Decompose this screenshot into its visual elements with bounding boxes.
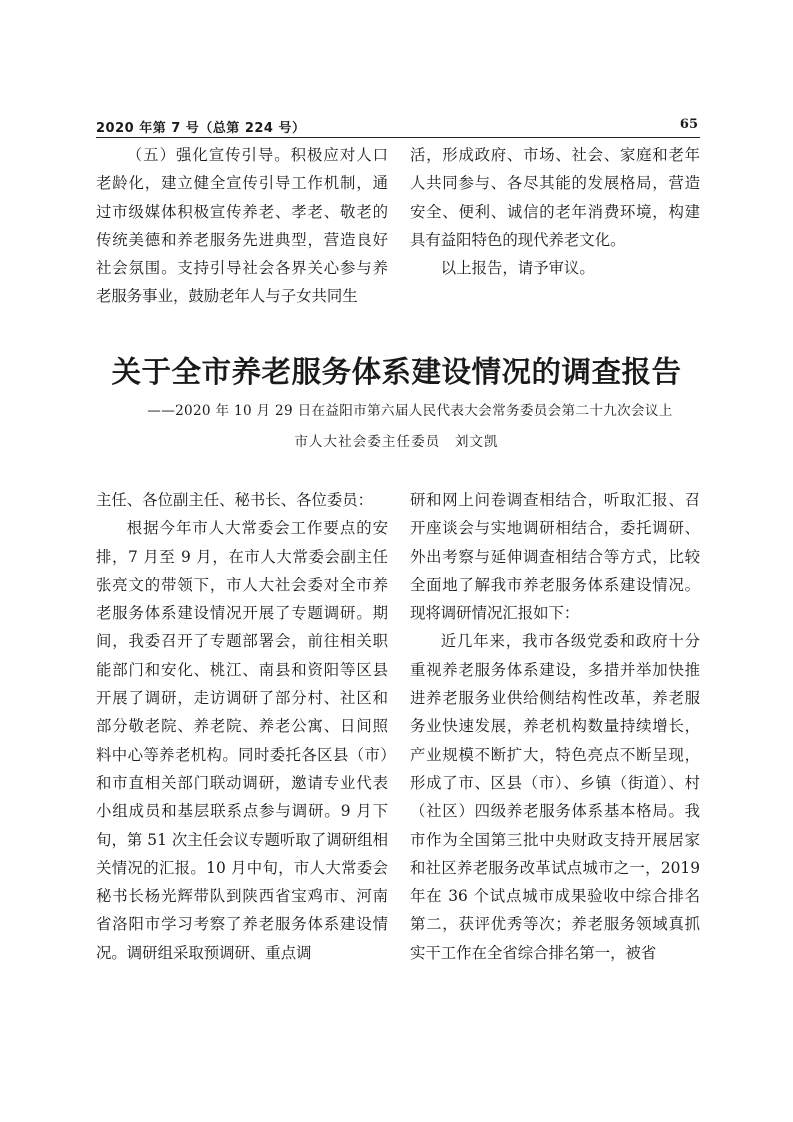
top-left-column (96, 141, 388, 311)
salutation: 主任、各位副主任、秘书长、各位委员： (96, 491, 374, 509)
paragraph: （五）强化宣传引导。积极应对人口老龄化，建立健全宣传引导工作机制，通过市级媒体积极宣传养老、孝老、敬老的传统美德和养老服务先进典型，营造良好社会氛围。支持引导社会各界关心参与养老服务事业，鼓励老年人与子女共同生 (96, 146, 388, 306)
body-left-column (96, 486, 388, 967)
closing-line: 以上报告，请予审议。 (440, 259, 595, 278)
top-right-column (410, 141, 700, 282)
article-subtitle: ——2020 年 10 月 29 日在益阳市第六届人民代表大会常务委员会第二十九次会议上 (147, 403, 673, 419)
body-right-column (410, 486, 700, 967)
page-number: 65 (679, 117, 698, 132)
issue-label: 2020 年第 7 号（总第 224 号） (96, 121, 306, 136)
article-author: 市人大社会委主任委员 刘文凯 (294, 434, 499, 450)
paragraph: 根据今年市人大常委会工作要点的安排，7 月至 9 月，在市人大常委会副主任张亮文的带领下，市人大社会委对全市养老服务体系建设情况开展了专题调研。期间，我委召开了专题部署会，前往相关职能部门和安化、桃江、南县和资阳等区县开展了调研，走访调研了部分村、社区和部分敬老院、养老院、养老公寓、日间照料中心等养老机构。同时委托各区县（市）和市直相关部门联动调研，邀请专业代表小组成员和基层联系点参与调研。9 月下旬，第 51 次主任会议专题听取了调研组相关情况的汇报。10 月中旬，市人大常委会秘书长杨光辉带队到陕西省宝鸡市、河南省洛阳市学习考察了养老服务体系建设情况。调研组采取预调研、重点调 (96, 519, 388, 962)
paragraph: 活，形成政府、市场、社会、家庭和老年人共同参与、各尽其能的发展格局，营造安全、便利、诚信的老年消费环境，构建具有益阳特色的现代养老文化。 (410, 146, 700, 249)
page-header (96, 117, 700, 138)
paragraph: 近几年来，我市各级党委和政府十分重视养老服务体系建设，多措并举加快推进养老服务业供给侧结构性改革，养老服务业快速发展，养老机构数量持续增长，产业规模不断扩大，特色亮点不断呈现，形成了市、区县（市）、乡镇（街道）、村（社区）四级养老服务体系基本格局。我市作为全国第三批中央财政支持开展居家和社区养老服务改革试点城市之一，2019 年在 36 个试点城市成果验收中综合排名第二，获评优秀等次；养老服务领域真抓实干工作在全省综合排名第一，被省 (410, 632, 700, 962)
article-title: 关于全市养老服务体系建设情况的调查报告 (111, 354, 682, 389)
paragraph: 研和网上问卷调查相结合，听取汇报、召开座谈会与实地调研相结合，委托调研、外出考察与延伸调查相结合等方式，比较全面地了解我市养老服务体系建设情况。现将调研情况汇报如下： (410, 491, 700, 623)
